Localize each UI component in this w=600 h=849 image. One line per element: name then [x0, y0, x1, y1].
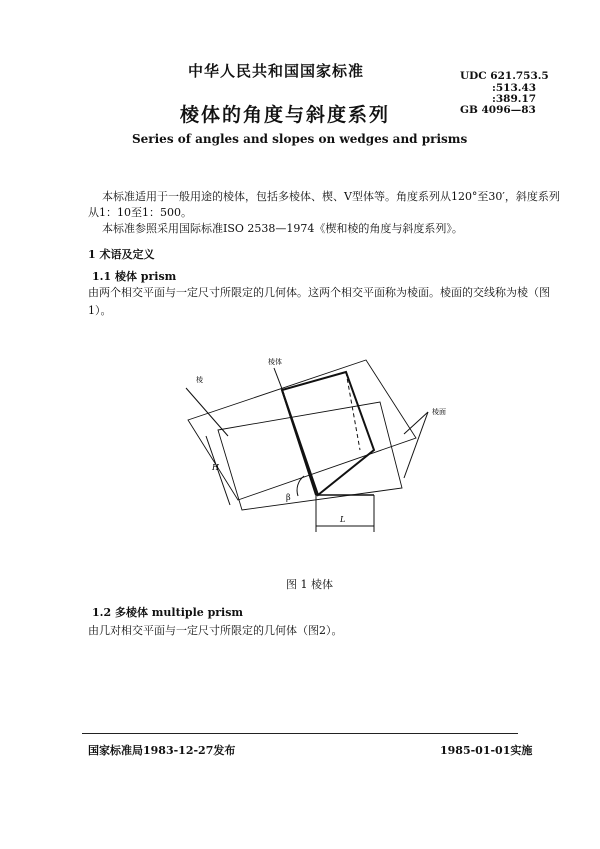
label-faces: 棱面: [432, 408, 446, 416]
section-1-2-heading: 1.2 多棱体 multiple prism: [92, 606, 244, 619]
gb-number: GB 4096—83: [460, 104, 536, 116]
udc-line-1: UDC 621.753.5: [460, 70, 549, 82]
footer-divider: [82, 733, 518, 734]
national-standard-heading: 中华人民共和国国家标准: [188, 62, 365, 80]
figure-1-prism-diagram: [170, 350, 450, 540]
intro-paragraph-1-line-2: 从1：10至1：500。: [88, 206, 192, 219]
intro-paragraph-2: 本标准参照采用国际标准ISO 2538—1974《楔和棱的角度与斜度系列》。: [102, 222, 463, 235]
face-leader-2: [404, 412, 428, 478]
label-L: L: [340, 515, 346, 524]
footer-issuer: 国家标准局1983-12-27发布: [88, 744, 236, 757]
lower-face-plane: [218, 402, 402, 510]
section-1-2-text: 由几对相交平面与一定尺寸所限定的几何体（图2）。: [88, 624, 343, 637]
document-subtitle: Series of angles and slopes on wedges and prisms: [132, 132, 468, 146]
figure-1-caption: 图 1 棱体: [286, 578, 333, 591]
label-prism: 棱体: [268, 358, 282, 366]
udc-line-3: :389.17: [492, 93, 537, 105]
section-1-1-text-line-2: 1）。: [88, 304, 112, 317]
prism-front-edge: [282, 390, 316, 495]
label-H: H: [212, 463, 219, 472]
label-edge: 棱: [196, 376, 203, 384]
footer-effective-date: 1985-01-01实施: [440, 744, 533, 757]
section-1-heading: 1 术语及定义: [88, 248, 155, 261]
label-beta: β: [286, 493, 291, 502]
edge-leader: [186, 388, 228, 436]
udc-line-2: :513.43: [492, 82, 537, 94]
document-title: 棱体的角度与斜度系列: [180, 104, 391, 126]
section-1-1-heading: 1.1 棱体 prism: [92, 270, 177, 283]
section-1-1-text-line-1: 由两个相交平面与一定尺寸所限定的几何体。这两个相交平面称为棱面。棱面的交线称为棱（图: [88, 286, 550, 299]
prism-hidden-edge: [346, 372, 360, 450]
intro-paragraph-1-line-1: 本标准适用于一般用途的棱体，包括多棱体、楔、V型体等。角度系列从120°至30′，斜度系列: [102, 190, 560, 203]
